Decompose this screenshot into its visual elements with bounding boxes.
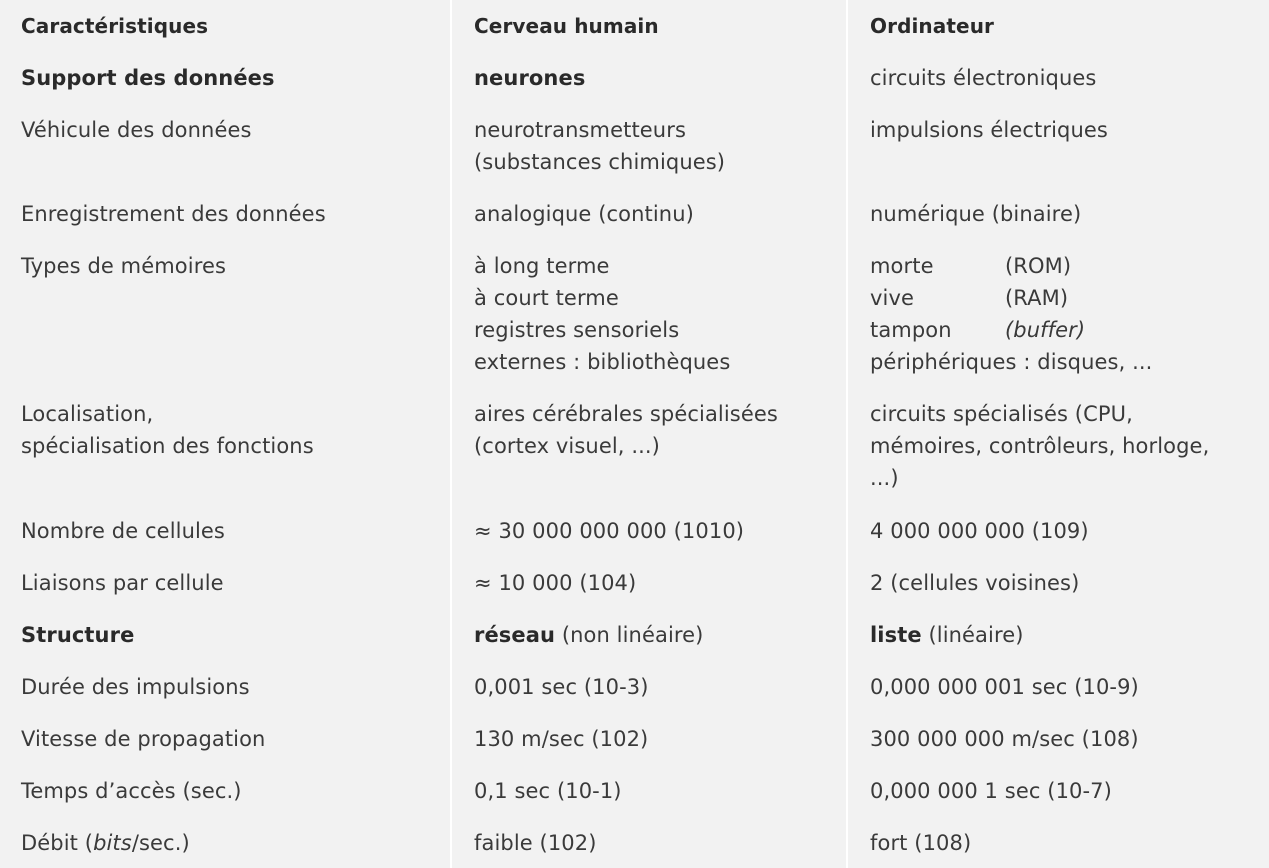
header-characteristics-label: Caractéristiques [21,14,209,38]
row-label-support [0,62,450,94]
cell-line: 0,000 000 001 sec (10-9) [870,675,1139,699]
label-line: Localisation, [21,402,154,426]
computer-cell-support [848,62,1269,94]
cell-line: 300 000 000 m/sec (108) [870,727,1139,751]
label-line: Véhicule des données [21,118,252,142]
label-line: Structure [21,623,135,647]
brain-cell-duree [452,671,846,703]
cell-line: (cortex visuel, ...) [474,434,660,458]
label-line: Liaisons par cellule [21,571,224,595]
row-label-structure [0,619,450,651]
cell-line: à long terme [474,254,610,278]
memory-note: (RAM) [1005,286,1069,310]
cell-line: faible (102) [474,831,597,855]
cell-line: 2 (cellules voisines) [870,571,1080,595]
memory-note: (buffer) [1005,318,1086,342]
cell-line: externes : bibliothèques [474,350,731,374]
header-brain [452,10,846,42]
cell-rest: (non linéaire) [555,623,704,647]
memory-line [870,282,1269,314]
label-line: Vitesse de propagation [21,727,266,751]
cell-line: ≈ 30 000 000 000 (1010) [474,519,745,543]
cell-line: mémoires, contrôleurs, horloge, [870,434,1210,458]
cell-line [474,619,846,651]
brain-cell-structure [452,619,846,651]
row-label-duree [0,671,450,703]
memory-line [870,250,1269,282]
row-label-nombre [0,515,450,547]
computer-cell-enregistrement [848,198,1269,230]
row-label-vehicule [0,114,450,146]
cell-line: ...) [870,466,899,490]
computer-cell-nombre [848,515,1269,547]
row-label-memoires [0,250,450,282]
cell-line: ≈ 10 000 (104) [474,571,637,595]
cell-line: 0,000 000 1 sec (10-7) [870,779,1112,803]
computer-cell-vehicule [848,114,1269,146]
cell-line: fort (108) [870,831,972,855]
computer-cell-temps [848,775,1269,807]
cell-line: 130 m/sec (102) [474,727,649,751]
cell-line: (substances chimiques) [474,150,726,174]
label-italic: bits [93,831,132,855]
label-line: Durée des impulsions [21,675,250,699]
brain-cell-liaisons [452,567,846,599]
brain-cell-vehicule [452,114,846,178]
computer-cell-memoires [848,250,1269,378]
cell-line: neurotransmetteurs [474,118,686,142]
brain-cell-support [452,62,846,94]
memory-line [870,314,1269,346]
cell-line: 0,1 sec (10-1) [474,779,622,803]
cell-line: 4 000 000 000 (109) [870,519,1089,543]
brain-cell-nombre [452,515,846,547]
cell-line [870,619,1269,651]
header-computer [848,10,1269,42]
cell-line: 0,001 sec (10-3) [474,675,649,699]
cell-line: aires cérébrales spécialisées [474,402,778,426]
computer-cell-vitesse [848,723,1269,755]
characteristics-column [0,0,450,868]
cell-line: impulsions électriques [870,118,1108,142]
computer-cell-debit [848,827,1269,859]
cell-line: analogique (continu) [474,202,694,226]
brain-cell-vitesse [452,723,846,755]
label-line: Nombre de cellules [21,519,225,543]
label-line: Enregistrement des données [21,202,326,226]
brain-cell-localisation [452,398,846,462]
cell-line: à court terme [474,286,619,310]
brain-cell-debit [452,827,846,859]
brain-column [452,0,846,868]
label-line: spécialisation des fonctions [21,434,314,458]
cell-line: circuits électroniques [870,66,1097,90]
row-label-localisation [0,398,450,462]
brain-cell-enregistrement [452,198,846,230]
brain-cell-temps [452,775,846,807]
brain-cell-memoires [452,250,846,378]
label-line: Types de mémoires [21,254,227,278]
label-line: Temps d’accès (sec.) [21,779,242,803]
cell-bold: liste [870,623,922,647]
row-label-vitesse [0,723,450,755]
memory-name: vive [870,286,915,310]
memory-extra: périphériques : disques, ... [870,350,1153,374]
computer-cell-duree [848,671,1269,703]
cell-rest: (linéaire) [921,623,1024,647]
label-line [21,827,450,859]
computer-column [848,0,1269,868]
label-pre: Débit ( [21,831,94,855]
cell-line: circuits spécialisés (CPU, [870,402,1133,426]
memory-name: morte [870,254,934,278]
memory-name: tampon [870,318,952,342]
row-label-liaisons [0,567,450,599]
computer-cell-localisation [848,398,1269,494]
cell-line: neurones [474,66,586,90]
cell-line: registres sensoriels [474,318,680,342]
row-label-enregistrement [0,198,450,230]
computer-cell-structure [848,619,1269,651]
row-label-temps [0,775,450,807]
label-line: Support des données [21,66,275,90]
label-post: /sec.) [131,831,190,855]
header-brain-label: Cerveau humain [474,14,659,38]
row-label-debit [0,827,450,859]
computer-cell-liaisons [848,567,1269,599]
cell-bold: réseau [474,623,556,647]
memory-note: (ROM) [1005,254,1072,278]
header-characteristics [0,10,450,42]
header-computer-label: Ordinateur [870,14,994,38]
cell-line: numérique (binaire) [870,202,1082,226]
